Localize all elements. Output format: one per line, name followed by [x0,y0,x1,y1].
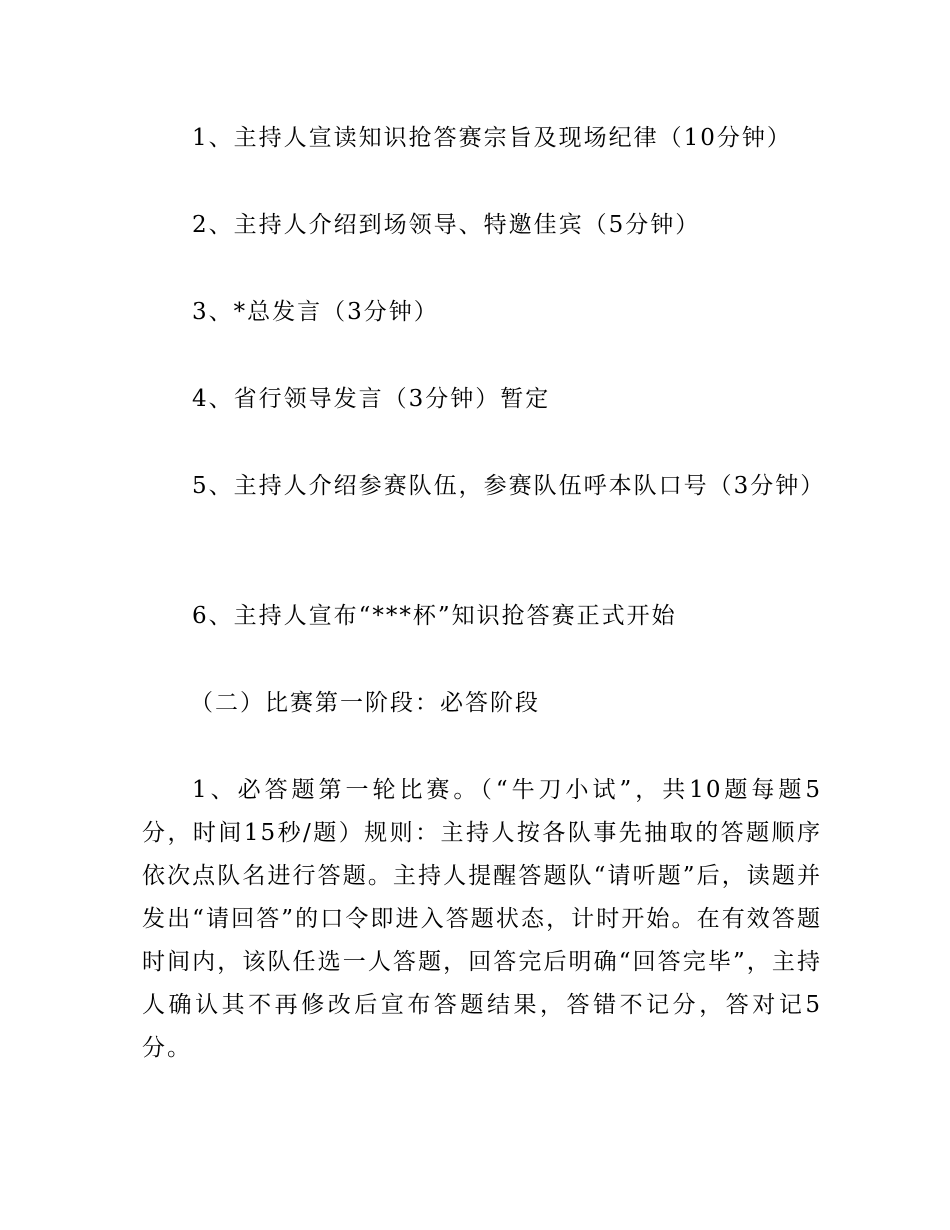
paragraph-provincial-speech: 4、省行领导发言（3分钟）暂定 [192,386,551,412]
section-heading-stage-one: （二）比赛第一阶段：必答阶段 [190,690,540,716]
paragraph-required-round-rules: 1、必答题第一轮比赛。（“牛刀小试”，共10题每题5分，时间15秒/题）规则：主持人按各队事先抽取的答题顺序依次点队名进行答题。主持人提醒答题队“请听题”后，读题并发出“请回答”的口令即进入答题状态，计时开始。在有效答题时间内，该队任选一人答题，回答完后明确“回答完毕”，主持人确认其不再修改后宣布答题结果，答错不记分，答对记5分。 [142,777,822,1061]
paragraph-introduce-guests: 2、主持人介绍到场领导、特邀佳宾（5分钟） [192,212,701,238]
paragraph-announce-start: 6、主持人宣布“***杯”知识抢答赛正式开始 [192,603,677,629]
paragraph-introduce-teams: 5、主持人介绍参赛队伍，参赛队伍呼本队口号（3分钟） [192,473,826,499]
paragraph-general-speech: 3、*总发言（3分钟） [192,299,439,325]
paragraph-opening-rules: 1、主持人宣读知识抢答赛宗旨及现场纪律（10分钟） [192,125,792,151]
